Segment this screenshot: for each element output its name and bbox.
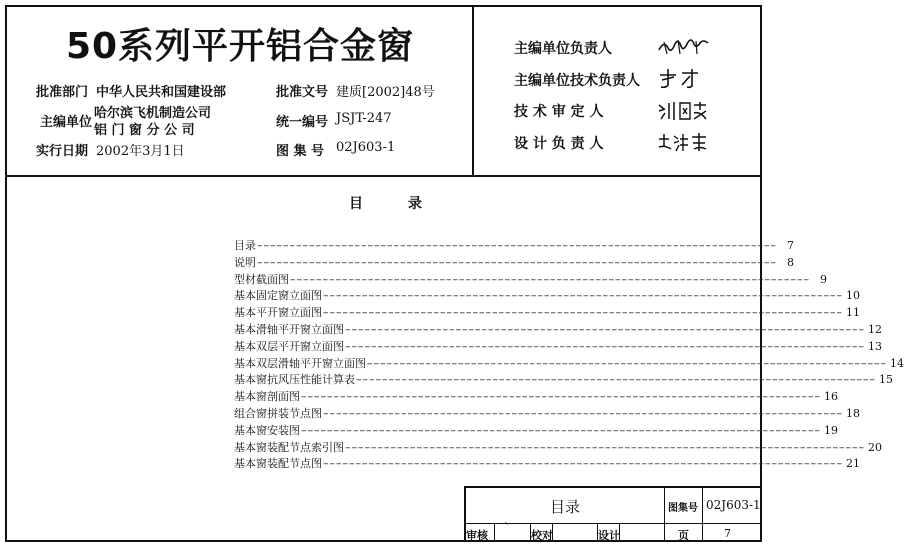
title-block-check-label: 校对 [531,529,553,542]
toc-leader-line: –––––––––––––––––––––––––––––––––––––––––––––––––––––––––––––––––––––––––––––––– [323,457,843,471]
toc-leader-line: –––––––––––––––––––––––––––––––––––––––––––––––––––––––––––––––––––––––––––––––– [301,423,821,437]
toc-row [234,304,860,321]
toc-item-title: 目录 [234,239,256,252]
toc-item-title: 基本窗安装图 [234,423,300,437]
toc-item-page: 7 [787,239,794,252]
toc-item-page: 18 [846,406,860,420]
toc-row [234,439,882,456]
toc-row [234,338,882,355]
atlas-no-value: 02J603-1 [336,140,396,155]
signature-tech-lead [656,67,706,89]
toc-row [234,271,827,288]
toc-item-page: 21 [846,457,860,471]
document-title: 50系列平开铝合金窗 [65,26,415,67]
approval-doc-value: 建质[2002]48号 [336,85,435,100]
toc-item-title: 基本双层平开窗立面图 [234,339,344,353]
responsible-label-tech-lead: 主编单位技术负责人 [514,73,640,89]
approval-doc-label: 批准文号 [276,85,329,100]
toc-item-page: 12 [868,322,882,336]
toc-item-title: 基本双层滑轴平开窗立面图 [234,356,366,370]
signature-chief-editor [656,36,716,60]
title-block-review-label: 审核 [466,529,488,542]
toc-leader-line: –––––––––––––––––––––––––––––––––––––––––––––––––––––––––––––––––––––––––––––––– [367,356,887,370]
toc-row [234,455,860,472]
toc-item-page: 9 [820,272,827,286]
title-block-page-value: 7 [724,527,731,540]
toc-row [234,254,794,271]
toc-leader-line: –––––––––––––––––––––––––––––––––––––––––––––––––––––––––––––––––––––––––––––––– [257,255,777,269]
toc-row [234,371,893,388]
header-divider [5,175,762,177]
toc-item-title: 基本固定窗立面图 [234,289,322,303]
responsible-label-reviewer: 技 术 审 定 人 [514,104,604,120]
toc-row [234,422,838,439]
title-block [464,486,762,542]
toc-item-page: 13 [868,339,882,353]
title-block-atlas-label: 图集号 [668,503,698,514]
toc-row [234,287,860,304]
toc-item-page: 8 [787,255,794,269]
toc-item-title: 基本窗剖面图 [234,390,300,404]
toc-item-title: 组合窗拼装节点图 [234,406,322,420]
responsible-label-design-lead: 设 计 负 责 人 [514,136,604,152]
signature-design-lead [656,131,712,153]
toc-row [234,355,904,372]
title-block-name: 目录 [550,498,581,516]
toc-item-page: 14 [890,356,904,370]
toc-heading-left: 目 [349,196,363,212]
toc-item-title: 说明 [234,255,256,269]
toc-leader-line: –––––––––––––––––––––––––––––––––––––––––––––––––––––––––––––––––––––––––––––––– [301,390,821,404]
toc-item-page: 19 [824,423,838,437]
title-block-page-label: 页 [678,529,689,542]
header-vertical-divider [472,5,474,176]
toc-item-title: 基本窗装配节点索引图 [234,440,344,454]
toc-item-page: 15 [879,373,893,387]
editor-unit-line1: 哈尔滨飞机制造公司 [94,106,212,121]
toc-leader-line: –––––––––––––––––––––––––––––––––––––––––––––––––––––––––––––––––––––––––––––––– [323,406,843,420]
toc-item-page: 11 [846,306,860,320]
toc-row [234,237,794,254]
toc-item-page: 10 [846,289,860,303]
toc-item-title: 基本平开窗立面图 [234,306,322,320]
toc-item-title: 基本窗装配节点图 [234,457,322,471]
impl-date-label: 实行日期 [36,144,89,159]
toc-heading-right: 录 [408,196,422,212]
unified-no-label: 统一编号 [276,115,329,130]
toc-row [234,388,838,405]
title-block-atlas-value: 02J603-1 [706,498,761,512]
editor-unit-label: 主编单位 [40,115,93,130]
approval-dept-label: 批准部门 [36,85,89,100]
approval-dept-value: 中华人民共和国建设部 [96,85,227,100]
title-block-design-label: 设计 [598,529,620,542]
toc-item-page: 20 [868,440,882,454]
toc-item-title: 基本滑轴平开窗立面图 [234,322,344,336]
toc-leader-line: –––––––––––––––––––––––––––––––––––––––––––––––––––––––––––––––––––––––––––––––– [323,289,843,303]
toc-leader-line: –––––––––––––––––––––––––––––––––––––––––––––––––––––––––––––––––––––––––––––––– [345,440,865,454]
atlas-no-label: 图 集 号 [276,144,325,159]
toc-row [234,321,882,338]
toc-item-title: 基本窗抗风压性能计算表 [234,373,355,387]
unified-no-value: JSJT-247 [336,111,392,126]
toc-leader-line: –––––––––––––––––––––––––––––––––––––––––––––––––––––––––––––––––––––––––––––––– [356,373,876,387]
toc-leader-line: –––––––––––––––––––––––––––––––––––––––––––––––––––––––––––––––––––––––––––––––– [345,322,865,336]
editor-unit-line2: 铝 门 窗 分 公 司 [94,123,195,138]
toc-item-page: 16 [824,390,838,404]
toc-list [234,237,904,472]
toc-leader-line: –––––––––––––––––––––––––––––––––––––––––––––––––––––––––––––––––––––––––––––––– [290,272,810,286]
toc-leader-line: –––––––––––––––––––––––––––––––––––––––––––––––––––––––––––––––––––––––––––––––– [323,306,843,320]
impl-date-value: 2002年3月1日 [96,144,185,159]
toc-row [234,405,860,422]
toc-item-title: 型材截面图 [234,272,289,286]
signature-reviewer [656,99,712,123]
toc-leader-line: –––––––––––––––––––––––––––––––––––––––––––––––––––––––––––––––––––––––––––––––– [257,239,777,252]
title-block-review-sig: ˋ [504,521,510,535]
toc-leader-line: –––––––––––––––––––––––––––––––––––––––––––––––––––––––––––––––––––––––––––––––– [345,339,865,353]
responsible-label-chief-editor: 主编单位负责人 [514,41,612,57]
